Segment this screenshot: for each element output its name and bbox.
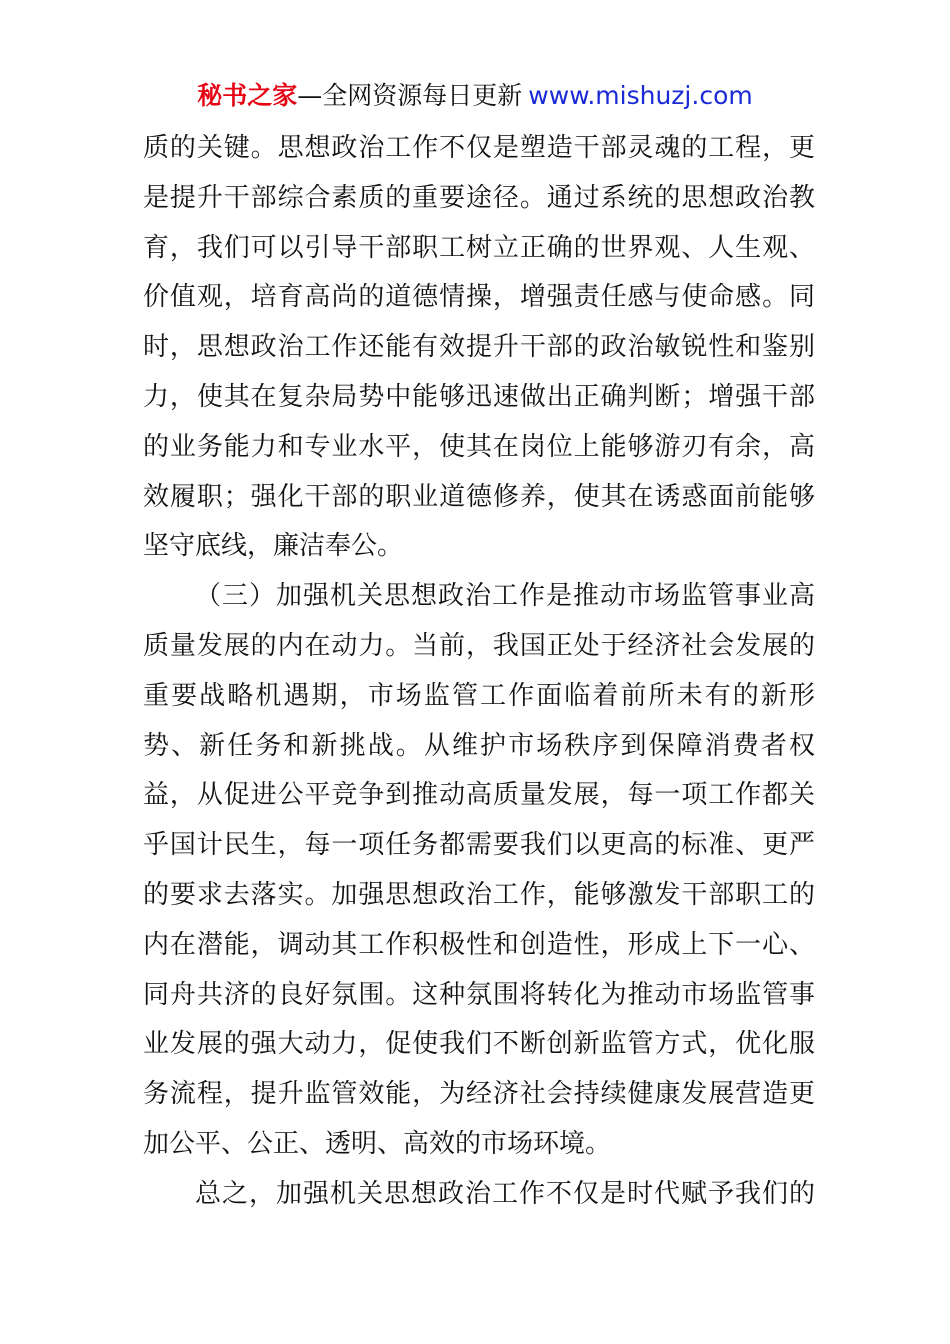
document-body — [143, 124, 815, 1220]
body-line: 同舟共济的良好氛围。这种氛围将转化为推动市场监管事 — [143, 979, 815, 1010]
body-line: 业发展的强大动力，促使我们不断创新监管方式，优化服 — [143, 1029, 815, 1060]
body-line: 育，我们可以引导干部职工树立正确的世界观、人生观、 — [143, 232, 815, 263]
body-line: 乎国计民生，每一项任务都需要我们以更高的标准、更严 — [143, 830, 815, 861]
body-line: 内在潜能，调动其工作积极性和创造性，形成上下一心、 — [143, 929, 815, 960]
body-line: 势、新任务和新挑战。从维护市场秩序到保障消费者权 — [143, 730, 815, 761]
body-line: 价值观，培育高尚的道德情操，增强责任感与使命感。同 — [143, 282, 815, 313]
site-brand: 秘书之家 — [197, 81, 298, 110]
body-line: 是提升干部综合素质的重要途径。通过系统的思想政治教 — [143, 182, 815, 213]
body-line: 的业务能力和专业水平，使其在岗位上能够游刃有余，高 — [143, 431, 815, 462]
body-line: 力，使其在复杂局势中能够迅速做出正确判断；增强干部 — [143, 381, 815, 412]
body-line: 加公平、公正、透明、高效的市场环境。 — [143, 1128, 612, 1159]
section-heading-line: （三）加强机关思想政治工作是推动市场监管事业高 — [195, 581, 815, 612]
page-header — [0, 78, 950, 114]
body-line: 时，思想政治工作还能有效提升干部的政治敏锐性和鉴别 — [143, 332, 815, 363]
body-line: 质的关键。思想政治工作不仅是塑造干部灵魂的工程，更 — [143, 133, 815, 163]
body-line: 务流程，提升监管效能，为经济社会持续健康发展营造更 — [143, 1079, 815, 1110]
body-line: 重要战略机遇期，市场监管工作面临着前所未有的新形 — [143, 680, 815, 711]
body-line: 质量发展的内在动力。当前，我国正处于经济社会发展的 — [143, 630, 815, 661]
site-slogan: —全网资源每日更新 — [297, 81, 523, 110]
site-url-link[interactable]: www.mishuzj.com — [528, 81, 753, 110]
body-line: 总之，加强机关思想政治工作不仅是时代赋予我们的 — [195, 1178, 815, 1209]
body-line: 坚守底线，廉洁奉公。 — [143, 531, 404, 562]
body-line: 的要求去落实。加强思想政治工作，能够激发干部职工的 — [143, 879, 815, 910]
body-line: 益，从促进公平竞争到推动高质量发展，每一项工作都关 — [143, 780, 815, 811]
body-line: 效履职；强化干部的职业道德修养，使其在诱惑面前能够 — [143, 481, 815, 512]
